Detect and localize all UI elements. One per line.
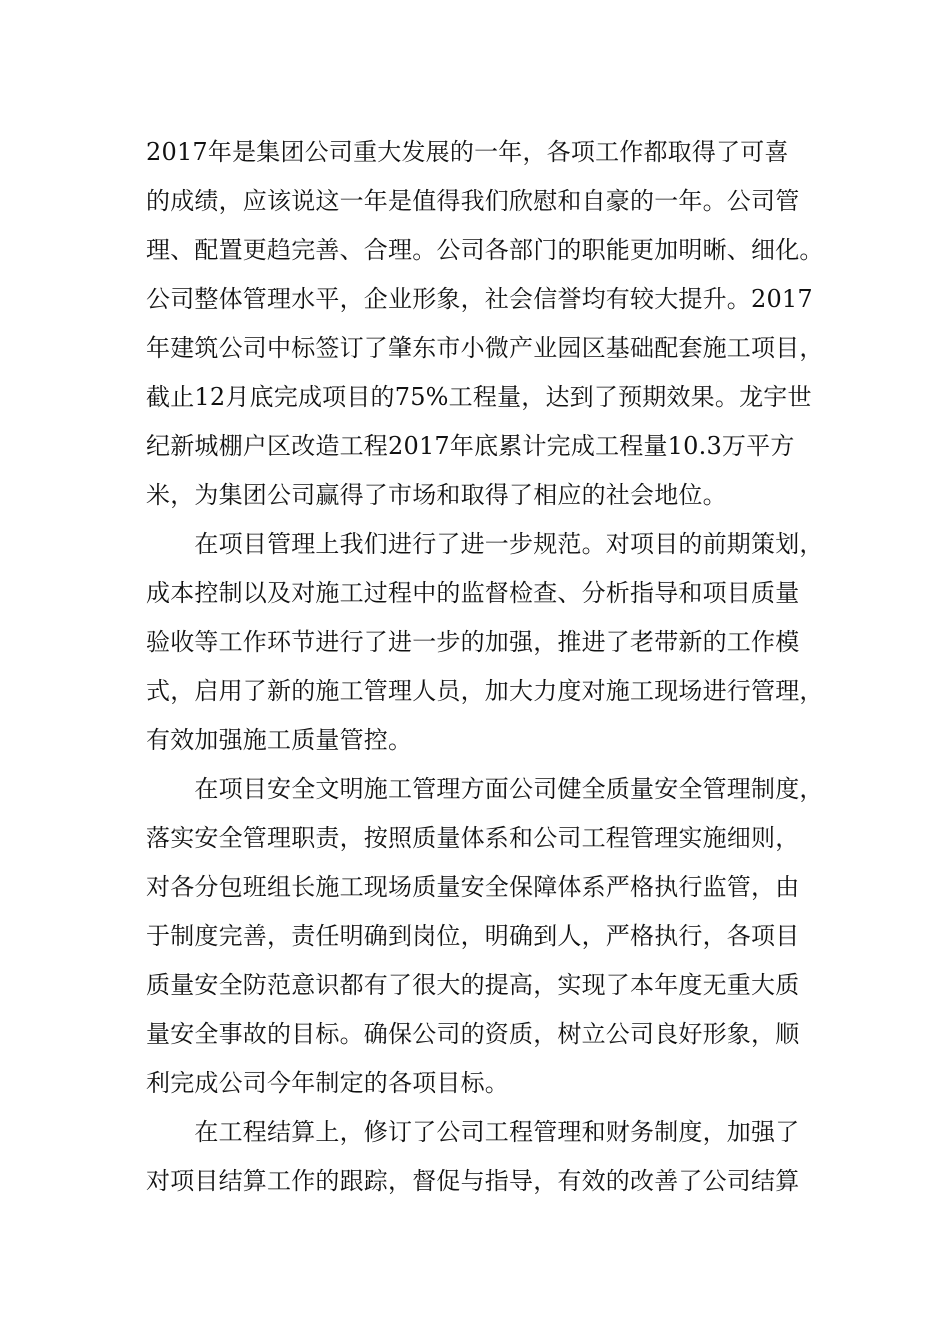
text-line-9: 在项目管理上我们进行了进一步规范。对项目的前期策划， xyxy=(146,530,824,558)
text-line-5: 年建筑公司中标签订了肇东市小微产业园区基础配套施工项目， xyxy=(146,334,824,362)
text-line-15: 落实安全管理职责，按照质量体系和公司工程管理实施细则， xyxy=(146,824,800,852)
document-body xyxy=(146,128,826,1206)
text-line-4: 公司整体管理水平，企业形象，社会信誉均有较大提升。2017 xyxy=(146,285,813,313)
text-line-19: 量安全事故的目标。确保公司的资质，树立公司良好形象，顺 xyxy=(146,1020,800,1048)
text-line-20: 利完成公司今年制定的各项目标。 xyxy=(146,1069,509,1097)
text-line-7: 纪新城棚户区改造工程2017年底累计完成工程量10.3万平方 xyxy=(146,432,795,460)
text-line-12: 式，启用了新的施工管理人员，加大力度对施工现场进行管理， xyxy=(146,677,824,705)
text-line-14: 在项目安全文明施工管理方面公司健全质量安全管理制度， xyxy=(146,775,824,803)
text-line-8: 米，为集团公司赢得了市场和取得了相应的社会地位。 xyxy=(146,481,727,509)
text-line-18: 质量安全防范意识都有了很大的提高，实现了本年度无重大质 xyxy=(146,971,800,999)
text-line-17: 于制度完善，责任明确到岗位，明确到人，严格执行，各项目 xyxy=(146,922,800,950)
text-line-16: 对各分包班组长施工现场质量安全保障体系严格执行监管，由 xyxy=(146,873,800,901)
text-line-3: 理、配置更趋完善、合理。公司各部门的职能更加明晰、细化。 xyxy=(146,236,824,264)
text-line-11: 验收等工作环节进行了进一步的加强，推进了老带新的工作模 xyxy=(146,628,800,656)
text-line-10: 成本控制以及对施工过程中的监督检查、分析指导和项目质量 xyxy=(146,579,800,607)
text-line-6: 截止12月底完成项目的75%工程量，达到了预期效果。龙宇世 xyxy=(146,383,812,411)
text-line-21: 在工程结算上，修订了公司工程管理和财务制度，加强了 xyxy=(146,1118,800,1146)
text-line-22: 对项目结算工作的跟踪，督促与指导，有效的改善了公司结算 xyxy=(146,1167,800,1195)
text-line-1: 2017年是集团公司重大发展的一年，各项工作都取得了可喜 xyxy=(146,138,789,166)
text-line-2: 的成绩，应该说这一年是值得我们欣慰和自豪的一年。公司管 xyxy=(146,187,800,215)
text-line-13: 有效加强施工质量管控。 xyxy=(146,726,413,754)
